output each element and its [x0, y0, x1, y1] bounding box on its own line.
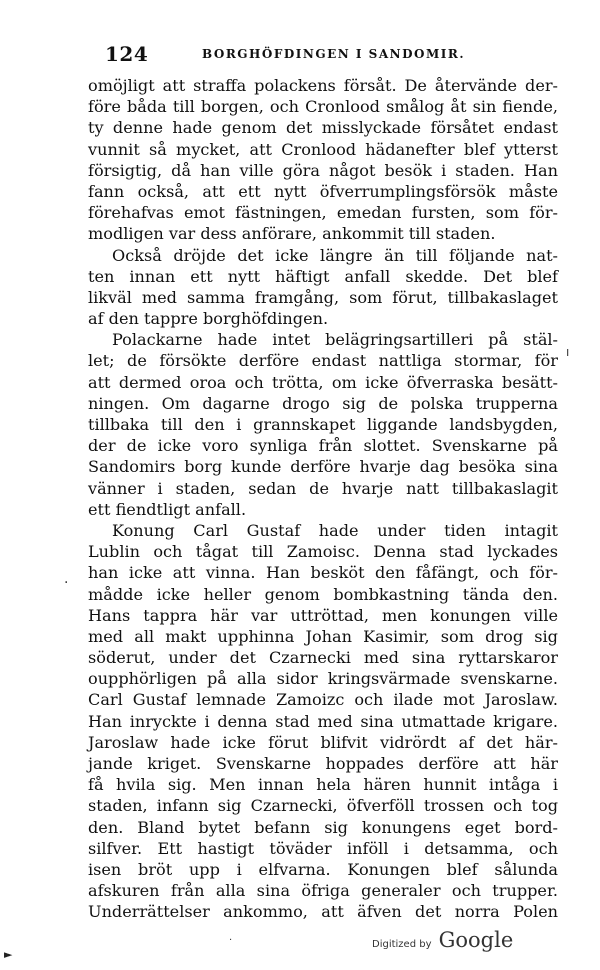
- text-line: ningen. Om dagarne drogo sig de polska trupperna: [88, 393, 558, 413]
- text-line: tillbaka till den i grannskapet liggande landsbygden,: [88, 415, 558, 434]
- text-line: Hans tappra här var uttröttad, men konungen ville: [88, 605, 558, 625]
- running-head: [88, 42, 558, 68]
- text-line: af den tappre borghöfdingen.: [88, 309, 329, 329]
- text-line: vunnit så mycket, att Cronlood hädanefter blef ytterst: [88, 139, 558, 159]
- text-line: Lublin och tågat till Zamoisc. Denna stad lyckades: [88, 542, 558, 562]
- text-line: oupphörligen på alla sidor kringsvärmade svenskarne.: [88, 669, 558, 689]
- text-line: med all makt upphinna Johan Kasimir, som drog sig: [88, 626, 558, 646]
- text-line: mådde icke heller genom bombkastning tända den.: [88, 584, 558, 604]
- bottom-dot-mark: ·: [229, 935, 233, 946]
- text-line: att dermed oroa och trötta, om icke öfverraska besätt-: [88, 372, 558, 392]
- text-line: före båda till borgen, och Cronlood smålog åt sin fiende,: [88, 97, 558, 117]
- text-line: afskuren från alla sina öfriga generaler och trupper.: [88, 881, 558, 901]
- text-line: fann också, att ett nytt öfverrumplingsförsök måste: [88, 181, 558, 201]
- text-line: ett fiendtligt anfall.: [88, 499, 247, 519]
- text-line: likväl med samma framgång, som förut, tillbakaslaget: [88, 287, 558, 307]
- text-line: vänner i staden, sedan de hvarje natt tillbakaslagit: [88, 478, 558, 498]
- text-line: försigtig, då han ville göra något besök i staden. Han: [88, 160, 558, 180]
- text-line: han icke att vinna. Han besköt den fåfängt, och för-: [88, 563, 558, 583]
- text-line: jande kriget. Svenskarne hoppades derföre att här: [88, 754, 558, 773]
- page-number: 124: [105, 42, 149, 66]
- text-line: der de icke voro synliga från slottet. Svenskarne på: [88, 436, 558, 456]
- margin-dot-mark: .: [64, 571, 69, 587]
- digitized-by-google-watermark: [372, 928, 513, 952]
- text-line: Konung Carl Gustaf hade under tiden intagit: [112, 520, 558, 540]
- text-line: Carl Gustaf lemnade Zamoizc och ilade mot Jaroslaw.: [88, 690, 558, 710]
- text-line: staden, infann sig Czarnecki, öfverföll trossen och tog: [88, 796, 558, 816]
- text-line: Underrättelser ankommo, att äfven det norra Polen: [88, 902, 558, 922]
- running-title: BORGHÖFDINGEN I SANDOMIR.: [202, 47, 466, 61]
- text-line: silfver. Ett hastigt töväder inföll i detsamma, och: [88, 838, 558, 858]
- text-line: Polackarne hade intet belägringsartilleri på stäl-: [112, 330, 558, 350]
- text-line: den. Bland bytet befann sig konungens eget bord-: [88, 817, 558, 837]
- text-line: isen bröt upp i elfvarna. Konungen blef sålunda: [88, 859, 558, 879]
- digitized-prefix: Digitized by: [372, 939, 432, 950]
- text-line: få hvila sig. Men innan hela hären hunnit intåga i: [88, 775, 558, 795]
- text-line: modligen var dess anförare, ankommit till staden.: [88, 224, 496, 244]
- text-line: Sandomirs borg kunde derföre hvarje dag besöka sina: [88, 457, 558, 477]
- text-line: Också dröjde det icke längre än till följande nat-: [112, 245, 558, 265]
- text-line: ty denne hade genom det misslyckade försåtet endast: [88, 118, 558, 138]
- text-line: omöjligt att straffa polackens försåt. De återvände der-: [88, 76, 558, 95]
- text-line: söderut, under det Czarnecki med sina ryttarskaror: [88, 648, 558, 668]
- text-line: Jaroslaw hade icke förut blifvit vidrördt af det här-: [88, 732, 558, 752]
- text-line: ten innan ett nytt häftigt anfall skedde. Det blef: [88, 266, 558, 286]
- body-text: [88, 75, 558, 923]
- margin-tick-mark: ı: [566, 345, 570, 359]
- google-wordmark: Google: [438, 928, 514, 952]
- corner-arrow-icon: ►: [4, 948, 13, 961]
- text-line: Han inryckte i denna stad med sina utmattade krigare.: [88, 711, 558, 731]
- text-line: let; de försökte derföre endast nattliga stormar, för: [88, 351, 558, 371]
- text-line: förehafvas emot fästningen, emedan fursten, som för-: [88, 203, 558, 223]
